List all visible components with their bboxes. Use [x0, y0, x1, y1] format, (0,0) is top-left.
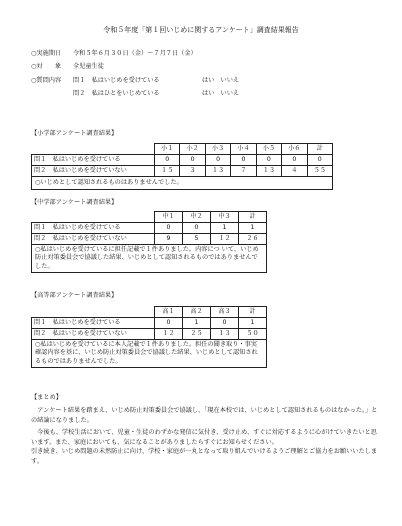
- row-label: 問２ 私はいじめを受けていない: [32, 329, 155, 340]
- table-row: [32, 166, 333, 177]
- question-1: [73, 77, 239, 85]
- row-label: 問１ 私はいじめを受けている: [32, 223, 155, 234]
- cell: 0: [256, 155, 281, 166]
- cell: 0: [231, 155, 256, 166]
- cell: ５５: [307, 166, 332, 177]
- table-row: [32, 329, 267, 340]
- question-key: ○質問内容: [31, 77, 62, 84]
- cell: 1: [211, 223, 239, 234]
- summary-body: [31, 406, 381, 467]
- page-title: 令和５年度「第１回いじめに関するアンケート」調査結果報告: [103, 26, 299, 34]
- note-row: [32, 340, 267, 368]
- summary-paragraph: アンケート結果を踏まえ、いじめ防止対策委員会で協議し、「現在本校では、いじめとして認知されるものはなかった。」との結論になりました。: [31, 407, 378, 424]
- middle-heading: 【中学部アンケート調査結果】: [31, 199, 118, 206]
- cell: １２: [155, 329, 183, 340]
- cell: 0: [155, 223, 183, 234]
- cell: 0: [307, 155, 332, 166]
- elementary-heading: 【小学部アンケート調査結果】: [31, 130, 118, 137]
- col-header: 小６: [282, 144, 307, 155]
- col-header: 小３: [205, 144, 230, 155]
- cell: 0: [205, 155, 230, 166]
- cell: 5: [183, 234, 211, 245]
- table-corner: [32, 144, 155, 155]
- table-header-row: [32, 212, 267, 223]
- row-label: 問２ 私はいじめを受けていない: [32, 234, 155, 245]
- date-key: ○実施期日: [31, 50, 62, 57]
- high-table: [31, 306, 267, 368]
- col-header: 計: [238, 307, 266, 318]
- summary-paragraph: 引き続き、いじめ問題の未然防止に向け、学校・家庭が一丸となって取り組んでいけるようご理解とご協力をお願いいたします。: [31, 448, 378, 466]
- cell: ２５: [182, 329, 210, 340]
- table-row: [32, 223, 267, 234]
- cell: １２: [211, 234, 239, 245]
- col-header: 小４: [231, 144, 256, 155]
- middle-table: [31, 211, 267, 273]
- note-row: [32, 245, 267, 273]
- question-2-text: 問２ 私はひとをいじめている: [73, 90, 160, 97]
- cell: 9: [155, 234, 183, 245]
- table-row: [32, 155, 333, 166]
- cell: 1: [238, 318, 266, 329]
- row-label: 問１ 私はいじめを受けている: [32, 318, 155, 329]
- table-header-row: [32, 144, 333, 155]
- cell: 0: [210, 318, 238, 329]
- cell: 1: [182, 318, 210, 329]
- cell: 1: [239, 223, 267, 234]
- cell: 0: [180, 155, 205, 166]
- elementary-note: ○いじめとして認知されるものはありませんでした。: [32, 177, 333, 190]
- cell: １３: [205, 166, 230, 177]
- cell: ３: [180, 166, 205, 177]
- cell: ２６: [239, 234, 267, 245]
- question-1-text: 問１ 私はいじめを受けている: [73, 77, 160, 84]
- note-row: [32, 177, 333, 190]
- col-header: 高２: [182, 307, 210, 318]
- table-corner: [32, 212, 155, 223]
- summary-paragraph: 今後も、学校生活において、児童・生徒のわずかな発信に気付き、受け止め、すぐに対応するように心がけていきたいと思います。また、家庭においても、気になることがありましたらすぐにお知らせください。: [31, 429, 377, 446]
- cell: ５０: [238, 329, 266, 340]
- col-header: 計: [239, 212, 267, 223]
- date-row: [31, 50, 197, 58]
- table-row: [32, 318, 267, 329]
- col-header: 小５: [256, 144, 281, 155]
- cell: 0: [155, 155, 180, 166]
- col-header: 中１: [155, 212, 183, 223]
- col-header: 計: [307, 144, 332, 155]
- col-header: 中２: [183, 212, 211, 223]
- target-row: [31, 63, 104, 71]
- col-header: 高１: [155, 307, 183, 318]
- col-header: 高３: [210, 307, 238, 318]
- cell: ７: [231, 166, 256, 177]
- row-label: 問２ 私はいじめを受けていない: [32, 166, 155, 177]
- cell: １５: [155, 166, 180, 177]
- row-label: 問１ 私はいじめを受けている: [32, 155, 155, 166]
- question-2: [73, 90, 239, 98]
- col-header: 小２: [180, 144, 205, 155]
- target-key: ○対 象: [31, 63, 62, 70]
- cell: 0: [155, 318, 183, 329]
- table-row: [32, 234, 267, 245]
- question-1-options: はい いいえ: [202, 77, 240, 84]
- col-header: 小１: [155, 144, 180, 155]
- high-heading: 【高等部アンケート調査結果】: [31, 292, 118, 299]
- target-value: 全児童生徒: [73, 63, 104, 70]
- cell: １３: [210, 329, 238, 340]
- high-note: ○私はいじめを受けているに本人記載で１件ありました。担任の聞き取り・事実確認内容を基に、いじめ防止対策委員会で協議した結果、いじめとして認知されるものではありませんでした。: [32, 340, 267, 368]
- table-header-row: [32, 307, 267, 318]
- date-value: 令和５年６月３０日（金）～７月７日（金）: [73, 50, 197, 57]
- table-corner: [32, 307, 155, 318]
- cell: １３: [256, 166, 281, 177]
- elementary-table: [31, 143, 333, 190]
- cell: 0: [183, 223, 211, 234]
- summary-heading: 【まとめ】: [31, 394, 62, 401]
- cell: 0: [282, 155, 307, 166]
- question-2-options: はい いいえ: [202, 90, 240, 97]
- cell: ４: [282, 166, 307, 177]
- col-header: 中３: [211, 212, 239, 223]
- middle-note: ○私はいじめを受けているに担任記載で１件ありました。内容につ いて、いじめ防止対策委員会で協議した結果、いじめとして認知されるものではありませんでした。: [32, 245, 267, 273]
